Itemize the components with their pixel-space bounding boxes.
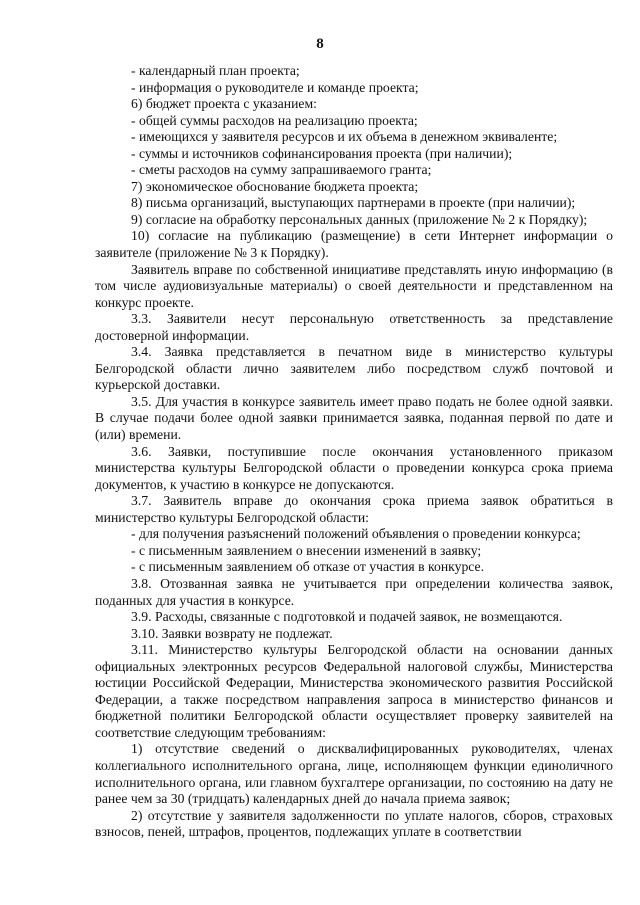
paragraph: 6) бюджет проекта с указанием: [131,96,317,112]
paragraph: Заявитель вправе по собственной инициативе представлять иную информацию (в том числе аудиовизуальные материалы) о своей деятельности и представленном на конкурс проекте. [95,261,613,310]
paragraph: 3.8. Отозванная заявка не учитывается при определении количества заявок, поданных для участия в конкурсе. [95,575,613,608]
paragraph: 3.9. Расходы, связанные с подготовкой и подачей заявок, не возмещаются. [131,609,563,625]
paragraph: - календарный план проекта; [131,63,300,78]
paragraph: - суммы и источников софинансирования проекта (при наличии); [131,145,513,161]
paragraph: - имеющихся у заявителя ресурсов и их объема в денежном эквиваленте; [131,129,558,145]
paragraph: - с письменным заявлением об отказе от участия в конкурсе. [131,559,485,575]
paragraph: 7) экономическое обоснование бюджета проекта; [131,178,419,194]
page-number: 8 [316,36,324,52]
paragraph: 3.11. Министерство культуры Белгородской области на основании данных официальных электронных ресурсов Федеральной налоговой службы, Министерства юстиции Российской Федерации, Министерства экономического развития Российской Федерации, а также посредством направления запроса в министерство финансов и бюджетной политики Белгородской области осуществляет проверку заявителей на соответствие следующим требованиям: [95,642,613,740]
paragraph: 3.4. Заявка представляется в печатном виде в министерство культуры Белгородской области лично заявителем либо посредством служб почтовой и курьерской доставки. [95,344,613,393]
paragraph: - информация о руководителе и команде проекта; [131,79,419,95]
paragraph: - сметы расходов на сумму запрашиваемого гранта; [131,162,432,178]
paragraph: 3.3. Заявители несут персональную ответственность за представление достоверной информации. [95,311,613,343]
paragraph: 1) отсутствие сведений о дисквалифицированных руководителях, членах коллегиального исполнительного органа, лице, исполняющем функции единоличного исполнительного органа, или главном бухгалтере организации, по состоянию на дату не ранее чем за 30 (тридцать) календарных дней до начала приема заявок; [95,741,613,807]
paragraph: 9) согласие на обработку персональных данных (приложение № 2 к Порядку); [131,211,588,227]
document-body [95,63,613,841]
paragraph: 10) согласие на публикацию (размещение) в сети Интернет информации о заявителе (приложение № 3 к Порядку). [95,228,613,261]
paragraph: 3.6. Заявки, поступившие после окончания установленного приказом министерства культуры Белгородской области о проведении конкурса срока приема документов, к участию в конкурсе не допускаются. [95,443,613,492]
paragraph: - общей суммы расходов на реализацию проекта; [131,112,418,128]
paragraph: - для получения разъяснений положений объявления о проведении конкурса; [131,526,581,542]
paragraph: - с письменным заявлением о внесении изменений в заявку; [131,542,482,558]
paragraph: 2) отсутствие у заявителя задолженности по уплате налогов, сборов, страховых взносов, пеней, штрафов, процентов, подлежащих уплате в соответствии [95,807,613,840]
paragraph: 8) письма организаций, выступающих партнерами в проекте (при наличии); [131,195,576,211]
paragraph: 3.5. Для участия в конкурсе заявитель имеет право подать не более одной заявки. В случае подачи более одной заявки принимается заявка, поданная первой по дате и (или) времени. [95,393,613,443]
paragraph: 3.10. Заявки возврату не подлежат. [131,625,333,641]
paragraph: 3.7. Заявитель вправе до окончания срока приема заявок обратиться в министерство культуры Белгородской области: [95,493,613,525]
